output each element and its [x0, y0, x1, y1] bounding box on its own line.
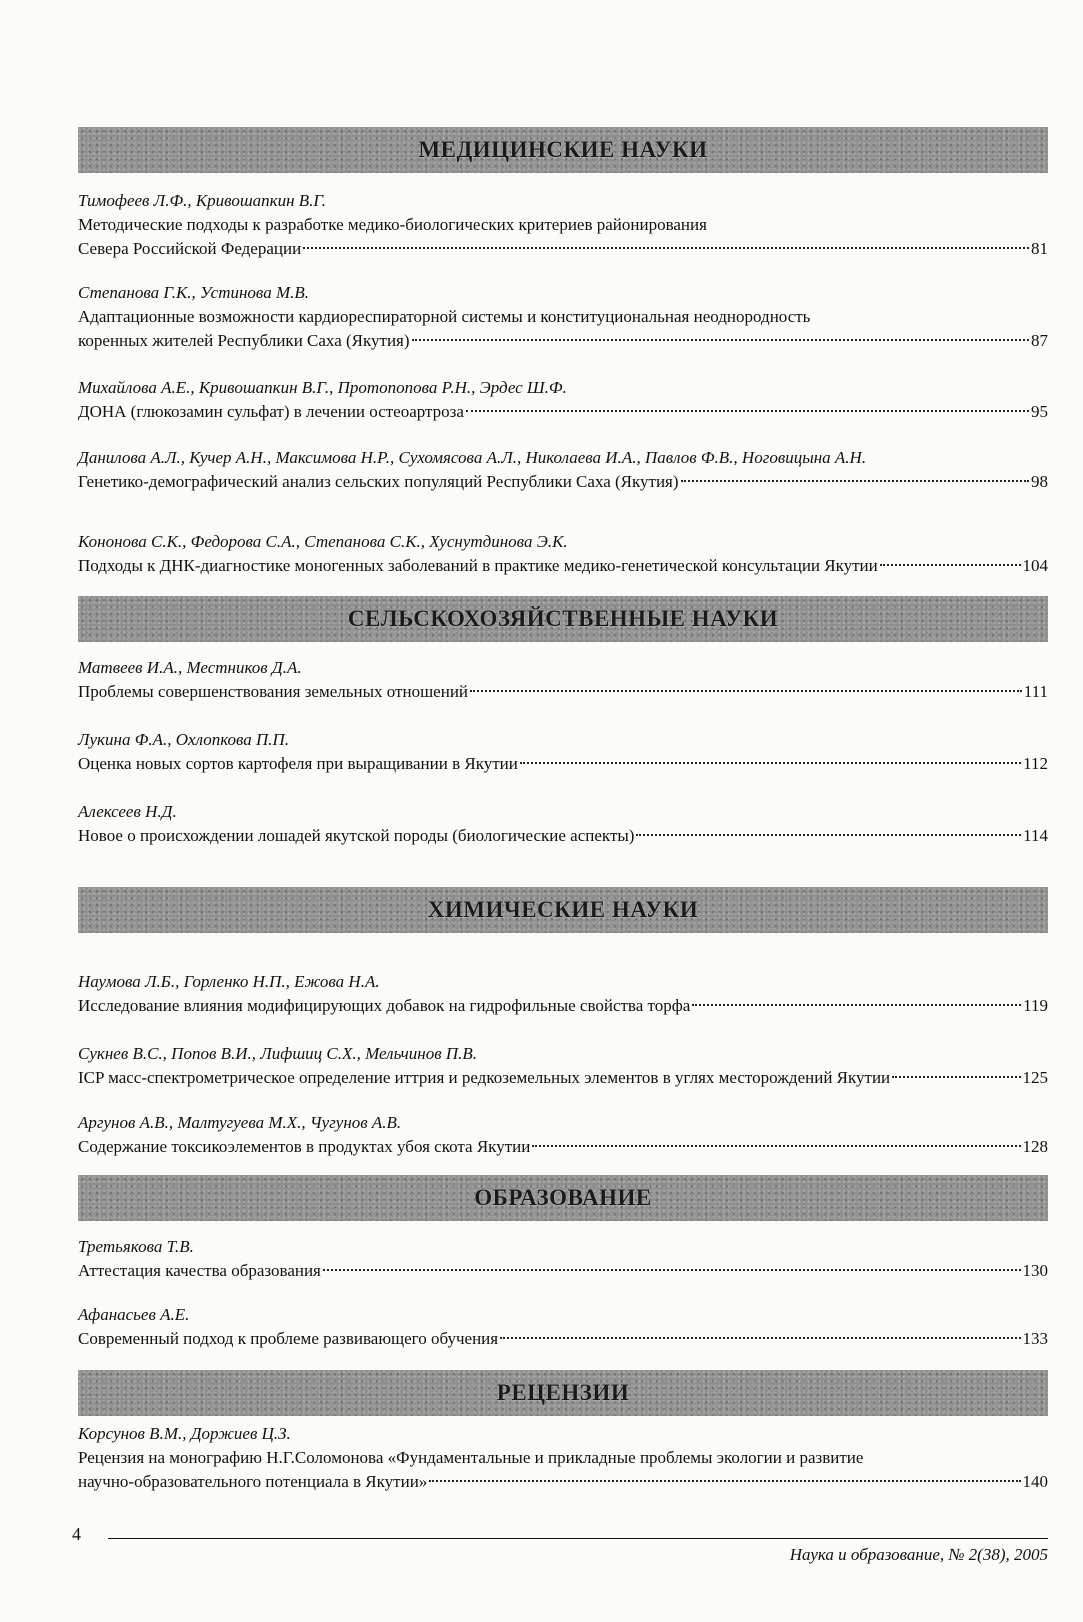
page-number: 140 [1022, 1472, 1048, 1491]
page-number: 128 [1022, 1137, 1048, 1156]
toc-entry [78, 281, 1048, 353]
toc-entry [78, 1422, 1048, 1494]
entry-title-last: Аттестация качества образования 130 [78, 1259, 1048, 1283]
section-title: РЕЦЕНЗИИ [496, 1380, 630, 1405]
entry-title-line: Адаптационные возможности кардиореспираторной системы и конституциональная неоднородность [78, 307, 811, 326]
section-title: МЕДИЦИНСКИЕ НАУКИ [418, 137, 708, 162]
leader-dots [303, 247, 1029, 249]
entry-title-last: Исследование влияния модифицирующих добавок на гидрофильные свойства торфа 119 [78, 994, 1048, 1018]
entry-title-last: Новое о происхождении лошадей якутской породы (биологические аспекты) 114 [78, 824, 1048, 848]
toc-page [72, 0, 1048, 1622]
leader-dots [470, 690, 1022, 692]
section-header [78, 1175, 1048, 1221]
page-number: 104 [1022, 556, 1048, 575]
page-number: 130 [1022, 1261, 1048, 1280]
leader-dots [892, 1076, 1020, 1078]
leader-dots [323, 1269, 1021, 1271]
entry-authors: Наумова Л.Б., Горленко Н.П., Ежова Н.А. [78, 972, 380, 991]
toc-entry [78, 1235, 1048, 1283]
page-number: 111 [1023, 682, 1048, 701]
entry-title-line: Рецензия на монографию Н.Г.Соломонова «Фундаментальные и прикладные проблемы экологии и развитие [78, 1448, 864, 1467]
leader-dots [880, 564, 1021, 566]
entry-title-line: Методические подходы к разработке медико-биологических критериев районирования [78, 215, 707, 234]
section-header [78, 596, 1048, 642]
page-number: 98 [1031, 472, 1048, 491]
footer-rule [108, 1538, 1048, 1539]
entry-authors: Тимофеев Л.Ф., Кривошапкин В.Г. [78, 191, 327, 210]
leader-dots [429, 1480, 1020, 1482]
leader-dots [500, 1337, 1020, 1339]
entry-title-last: Подходы к ДНК-диагностике моногенных заболеваний в практике медико-генетической консультации Якутии 104 [78, 554, 1048, 578]
entry-title-last: ДОНА (глюкозамин сульфат) в лечении остеоартроза 95 [78, 400, 1048, 424]
entry-authors: Кононова С.К., Федорова С.А., Степанова С.К., Хуснутдинова Э.К. [78, 532, 568, 551]
page-number: 112 [1023, 754, 1048, 773]
entry-authors: Корсунов В.М., Доржиев Ц.З. [78, 1424, 291, 1443]
page-number: 114 [1023, 826, 1048, 845]
section-title: ХИМИЧЕСКИЕ НАУКИ [427, 897, 699, 922]
section-title: ОБРАЗОВАНИЕ [474, 1185, 652, 1210]
leader-dots [636, 834, 1021, 836]
page-number: 81 [1031, 239, 1048, 258]
page-number: 87 [1031, 331, 1048, 350]
entry-title-last: ICP масс-спектрометрическое определение иттрия и редкоземельных элементов в углях месторождений Якутии 125 [78, 1066, 1048, 1090]
leader-dots [466, 410, 1029, 412]
leader-dots [520, 762, 1021, 764]
leader-dots [532, 1145, 1020, 1147]
toc-entry [78, 728, 1048, 776]
entry-authors: Алексеев Н.Д. [78, 802, 177, 821]
leader-dots [681, 480, 1029, 482]
entry-title-last: Генетико-демографический анализ сельских популяций Республики Саха (Якутия) 98 [78, 470, 1048, 494]
toc-entry [78, 800, 1048, 848]
page-number: 133 [1022, 1329, 1048, 1348]
toc-entry [78, 656, 1048, 704]
page-number: 125 [1022, 1068, 1048, 1087]
toc-entry [78, 1111, 1048, 1159]
toc-entry [78, 970, 1048, 1018]
page-number: 119 [1023, 996, 1048, 1015]
footer-page-number: 4 [72, 1524, 81, 1544]
section-title: СЕЛЬСКОХОЗЯЙСТВЕННЫЕ НАУКИ [347, 606, 779, 631]
toc-entry [78, 446, 1048, 494]
entry-title-last: Современный подход к проблеме развивающего обучения 133 [78, 1327, 1048, 1351]
entry-authors: Данилова А.Л., Кучер А.Н., Максимова Н.Р., Сухомясова А.Л., Николаева И.А., Павлов Ф.В., Ноговицына А.Н. [78, 448, 867, 467]
entry-authors: Михайлова А.Е., Кривошапкин В.Г., Протопопова Р.Н., Эрдес Ш.Ф. [78, 378, 567, 397]
toc-entry [78, 530, 1048, 578]
entry-authors: Афанасьев А.Е. [78, 1305, 190, 1324]
entry-authors: Аргунов А.В., Малтугуева М.Х., Чугунов А.В. [78, 1113, 402, 1132]
toc-entry [78, 376, 1048, 424]
entry-authors: Лукина Ф.А., Охлопкова П.П. [78, 730, 290, 749]
entry-title-last: Оценка новых сортов картофеля при выращивании в Якутии 112 [78, 752, 1048, 776]
entry-authors: Сукнев В.С., Попов В.И., Лифшиц С.Х., Мельчинов П.В. [78, 1044, 478, 1063]
leader-dots [412, 339, 1029, 341]
section-header [78, 1370, 1048, 1416]
entry-title-last: научно-образовательного потенциала в Якутии» 140 [78, 1470, 1048, 1494]
section-header [78, 887, 1048, 933]
entry-authors: Матвеев И.А., Местников Д.А. [78, 658, 302, 677]
page-number: 95 [1031, 402, 1048, 421]
toc-entry [78, 1042, 1048, 1090]
entry-authors: Третьякова Т.В. [78, 1237, 194, 1256]
toc-entry [78, 189, 1048, 261]
section-header [78, 127, 1048, 173]
toc-entry [78, 1303, 1048, 1351]
entry-title-last: коренных жителей Республики Саха (Якутия) 87 [78, 329, 1048, 353]
entry-title-last: Проблемы совершенствования земельных отношений 111 [78, 680, 1048, 704]
leader-dots [692, 1004, 1021, 1006]
entry-authors: Степанова Г.К., Устинова М.В. [78, 283, 309, 302]
entry-title-last: Севера Российской Федерации 81 [78, 237, 1048, 261]
journal-title: Наука и образование, № 2(38), 2005 [789, 1545, 1048, 1564]
entry-title-last: Содержание токсикоэлементов в продуктах убоя скота Якутии 128 [78, 1135, 1048, 1159]
